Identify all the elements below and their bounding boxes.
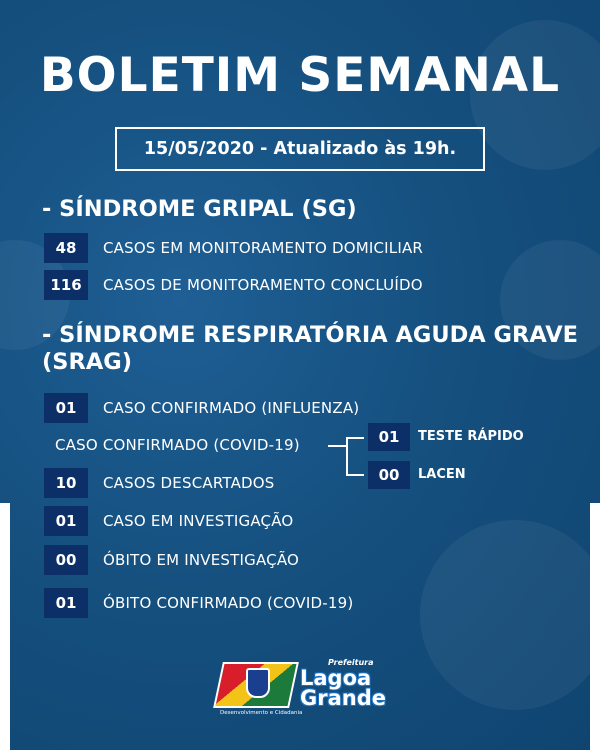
logo-name-line1: Lagoa — [300, 666, 372, 690]
row-label: ÓBITO CONFIRMADO (COVID-19) — [103, 594, 354, 612]
count-box: 48 — [44, 233, 88, 263]
count-box: 116 — [44, 270, 88, 300]
breakdown-label: LACEN — [418, 467, 466, 482]
row-label: CASOS DE MONITORAMENTO CONCLUÍDO — [103, 276, 423, 294]
bracket-line — [328, 445, 346, 447]
bracket-line — [346, 437, 364, 439]
row-label: CASO EM INVESTIGAÇÃO — [103, 512, 294, 530]
logo-prefix: Prefeitura — [328, 658, 374, 667]
row-label: CASOS DESCARTADOS — [103, 474, 275, 492]
row-label: ÓBITO EM INVESTIGAÇÃO — [103, 551, 300, 569]
list-item — [0, 393, 600, 425]
coat-of-arms-icon — [246, 668, 270, 698]
list-item — [0, 233, 600, 265]
row-label: CASO CONFIRMADO (INFLUENZA) — [103, 399, 360, 417]
count-box: 00 — [44, 545, 88, 575]
count-box: 10 — [44, 468, 88, 498]
breakdown-label: TESTE RÁPIDO — [418, 429, 524, 444]
count-box: 01 — [368, 423, 410, 451]
count-box: 01 — [44, 506, 88, 536]
list-item — [0, 270, 600, 302]
list-item — [0, 545, 600, 577]
list-item — [0, 506, 600, 538]
page-edge — [0, 503, 10, 750]
covid-confirmed-label: CASO CONFIRMADO (COVID-19) — [55, 436, 300, 454]
sg-heading: - SÍNDROME GRIPAL (SG) — [42, 196, 357, 222]
list-item — [0, 588, 600, 620]
date-banner — [115, 127, 485, 171]
page-title: BOLETIM SEMANAL — [39, 48, 561, 103]
logo-tagline: Desenvolvimento e Cidadania — [220, 710, 303, 716]
logo-name — [300, 668, 386, 708]
page-edge — [590, 503, 600, 750]
prefeitura-logo — [218, 656, 388, 718]
srag-heading: - SÍNDROME RESPIRATÓRIA AGUDA GRAVE (SRAG) — [42, 322, 579, 375]
count-box: 01 — [44, 393, 88, 423]
logo-name-line2: Grande — [300, 686, 386, 710]
row-label: CASOS EM MONITORAMENTO DOMICILIAR — [103, 239, 424, 257]
count-box: 00 — [368, 461, 410, 489]
date-text: 15/05/2020 - Atualizado às 19h. — [143, 139, 457, 159]
count-box: 01 — [44, 588, 88, 618]
list-item — [0, 468, 600, 500]
